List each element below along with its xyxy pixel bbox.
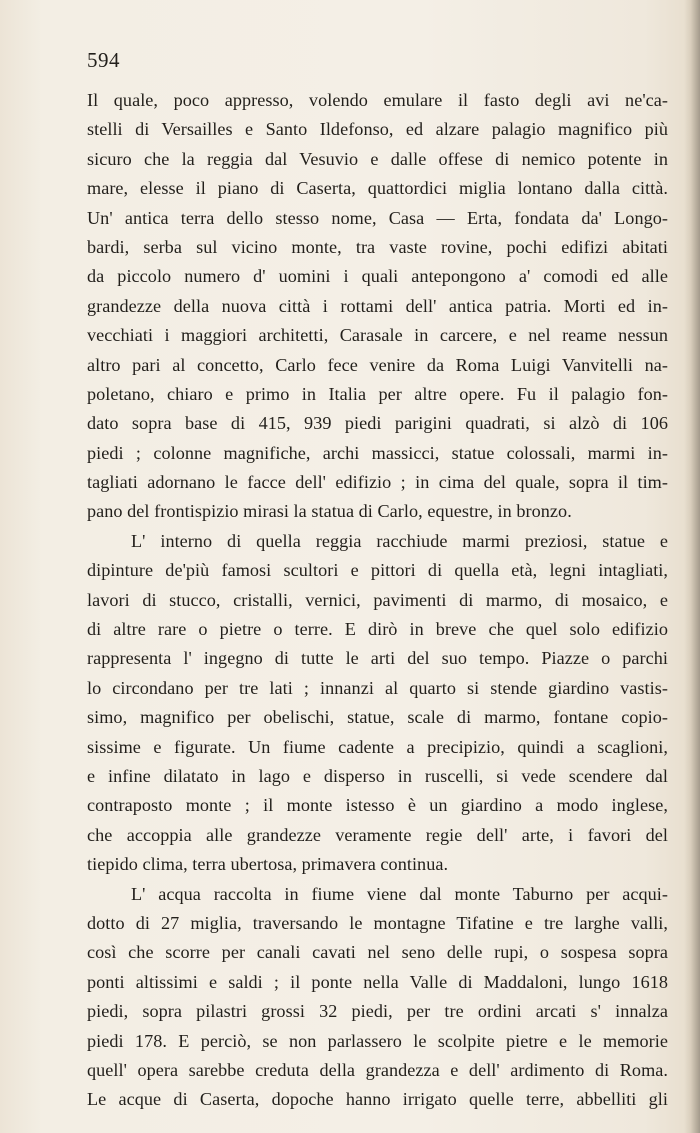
paragraph-2 (87, 527, 668, 880)
text-line: piedi, sopra pilastri grossi 32 piedi, per tre ordini arcati s' innalza (87, 1001, 668, 1022)
text-line: dotto di 27 miglia, traversando le montagne Tifatine e tre larghe valli, (87, 912, 668, 933)
text-line: bardi, serba sul vicino monte, tra vaste rovine, pochi edifizi abitati (87, 236, 668, 257)
text-line: vecchiati i maggiori architetti, Carasale in carcere, e nel reame nessun (87, 325, 668, 346)
text-line: piedi 178. E perciò, se non parlassero le scolpite pietre e le memorie (87, 1030, 668, 1051)
text-line: da piccolo numero d' uomini i quali antepongono a' comodi ed alle (87, 266, 668, 287)
text-line: grandezze della nuova città i rottami dell' antica patria. Morti ed in- (87, 295, 668, 316)
text-line: contraposto monte ; il monte istesso è un giardino a modo inglese, (87, 795, 668, 816)
text-line: L' interno di quella reggia racchiude marmi preziosi, statue e (131, 530, 668, 551)
text-line: tiepido clima, terra ubertosa, primavera continua. (87, 854, 449, 875)
text-line: tagliati adornano le facce dell' edifizio ; in cima del quale, sopra il tim- (87, 472, 668, 493)
text-line: lo circondano per tre lati ; innanzi al quarto si stende giardino vastis- (87, 677, 668, 698)
text-line: dipinture de'più famosi scultori e pittori di quella età, legni intagliati, (87, 560, 668, 581)
text-line: altro pari al concetto, Carlo fece venire da Roma Luigi Vanvitelli na- (87, 354, 668, 375)
text-line: di altre rare o pietre o terre. E dirò in breve che quel solo edifizio (87, 619, 668, 640)
text-line: Un' antica terra dello stesso nome, Casa — Erta, fondata da' Longo- (87, 207, 668, 228)
text-line: sicuro che la reggia dal Vesuvio e dalle offese di nemico potente in (87, 148, 668, 169)
text-line: piedi ; colonne magnifiche, archi massicci, statue colossali, marmi in- (87, 442, 668, 463)
text-line: L' acqua raccolta in fiume viene dal monte Taburno per acqui- (131, 883, 668, 904)
text-line: lavori di stucco, cristalli, vernici, pavimenti di marmo, di mosaico, e (87, 589, 668, 610)
text-line: rappresenta l' ingegno di tutte le arti del suo tempo. Piazze o parchi (87, 648, 668, 669)
text-line: che accoppia alle grandezze veramente regie dell' arte, i favori del (87, 824, 668, 845)
body-text (87, 86, 668, 1115)
text-line: dato sopra base di 415, 939 piedi parigini quadrati, si alzò di 106 (87, 413, 668, 434)
text-line: stelli di Versailles e Santo Ildefonso, ed alzare palagio magnifico più (87, 119, 668, 140)
text-line: Il quale, poco appresso, volendo emulare il fasto degli avi ne'ca- (87, 90, 668, 110)
text-line: simo, magnifico per obelischi, statue, scale di marmo, fontane copio- (87, 707, 668, 728)
paragraph-3 (87, 880, 668, 1115)
page-edge-shadow (684, 0, 700, 1133)
paragraph-1 (87, 86, 668, 527)
text-line: così che scorre per canali cavati nel seno delle rupi, o sospesa sopra (87, 942, 668, 963)
page-number: 594 (87, 48, 120, 72)
text-line: quell' opera sarebbe creduta della grandezza e dell' ardimento di Roma. (87, 1059, 668, 1080)
text-line: pano del frontispizio mirasi la statua di Carlo, equestre, in bronzo. (87, 501, 572, 522)
text-line: e infine dilatato in lago e disperso in ruscelli, si vede scendere dal (87, 765, 668, 786)
text-line: poletano, chiaro e primo in Italia per altre opere. Fu il palagio fon- (87, 383, 668, 404)
text-line: ponti altissimi e saldi ; il ponte nella Valle di Maddaloni, lungo 1618 (87, 971, 668, 992)
text-line: sissime e figurate. Un fiume cadente a precipizio, quindi a scaglioni, (87, 736, 668, 757)
text-line: Le acque di Caserta, dopoche hanno irrigato quelle terre, abbelliti gli (87, 1089, 668, 1110)
text-line: mare, elesse il piano di Caserta, quattordici miglia lontano dalla città. (87, 178, 668, 199)
